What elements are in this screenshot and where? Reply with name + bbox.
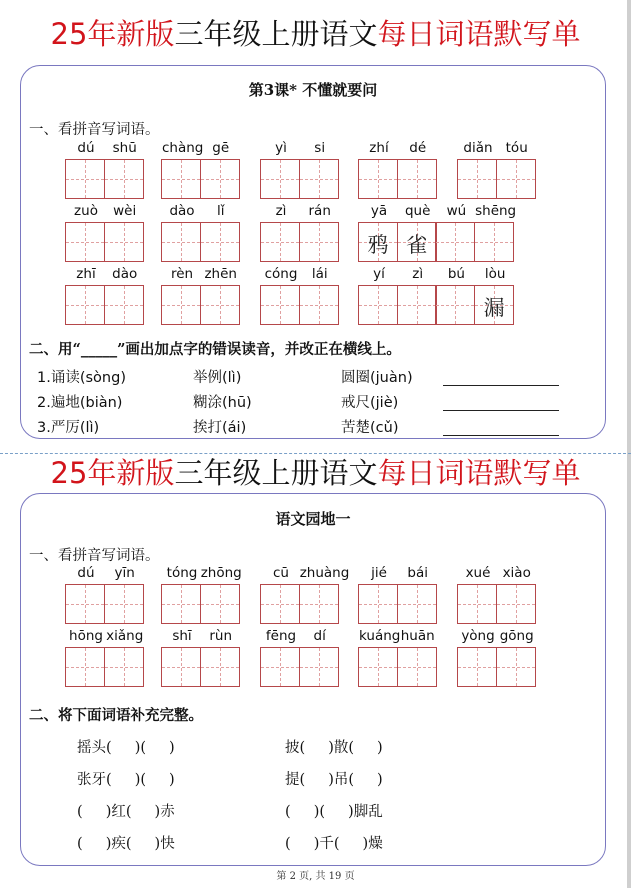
item-pinyin: (lì) <box>222 370 242 386</box>
pinyin-label: xiào <box>502 565 531 581</box>
writing-cell[interactable] <box>397 565 437 624</box>
page-divider <box>0 453 631 454</box>
word-box-group <box>65 565 144 624</box>
pinyin-label: bú <box>447 266 465 282</box>
page-footer: 第 2 页, 共 19 页 <box>276 871 355 882</box>
writing-cell[interactable] <box>161 140 204 199</box>
section-title-pinyin: 一、看拼音写词语。 <box>29 548 160 564</box>
pinyin-label: zhuàng <box>299 565 350 581</box>
word-box-group <box>161 266 240 325</box>
item-pinyin: (sòng) <box>79 370 126 386</box>
pinyin-label: jié <box>371 565 387 581</box>
writing-cell[interactable] <box>161 628 201 687</box>
word-box-group <box>260 628 339 687</box>
writing-cell[interactable] <box>65 628 105 687</box>
writing-cell[interactable] <box>104 628 144 687</box>
pinyin-label: rùn <box>209 628 233 644</box>
word-box-group <box>358 628 437 687</box>
pinyin-label: dí <box>313 628 326 644</box>
pronunciation-item <box>341 416 398 437</box>
banner-title-text: 每日词语默写单 <box>377 17 581 51</box>
writing-cell[interactable] <box>65 565 105 624</box>
writing-cell[interactable] <box>397 203 437 262</box>
item-pinyin: (lì) <box>79 420 100 436</box>
writing-cell[interactable] <box>435 203 475 262</box>
answer-line[interactable] <box>443 385 559 386</box>
section-title-fill: 二、将下面词语补充完整。 <box>29 707 203 724</box>
pinyin-label: dé <box>409 140 427 156</box>
word-box-group <box>457 565 536 624</box>
writing-cell[interactable] <box>397 266 437 325</box>
word-box-group <box>260 565 350 624</box>
item-word: 圆圈 <box>341 370 370 386</box>
pinyin-label: zhī <box>76 266 96 282</box>
pinyin-label: rán <box>308 203 331 219</box>
pinyin-label: dú <box>77 140 95 156</box>
writing-cell[interactable] <box>260 203 300 262</box>
writing-cell[interactable] <box>397 628 437 687</box>
pinyin-label: dào <box>169 203 195 219</box>
page-edge-strip <box>627 0 631 888</box>
writing-cell[interactable] <box>65 203 105 262</box>
word-box-group <box>358 203 517 262</box>
pronunciation-item <box>37 416 99 437</box>
word-box-group <box>358 565 437 624</box>
item-pinyin: (jiè) <box>370 395 399 411</box>
writing-cell[interactable] <box>358 628 401 687</box>
item-word: 糊涂 <box>193 395 222 411</box>
prefilled-character: 漏 <box>483 296 505 320</box>
pinyin-label: chàng <box>162 140 204 156</box>
banner-year-text: 25年新版 <box>50 456 175 490</box>
item-word: 挨打 <box>193 420 222 436</box>
writing-cell[interactable] <box>104 565 144 624</box>
pinyin-label: shū <box>112 140 137 156</box>
pinyin-label: bái <box>407 565 428 581</box>
prefilled-character: 鸦 <box>367 233 389 257</box>
item-word: 严厉 <box>50 420 80 436</box>
pinyin-label: zuò <box>74 203 98 219</box>
word-box-group <box>260 266 339 325</box>
pinyin-label: lǐ <box>216 203 225 219</box>
fill-in-phrase[interactable]: ( )( )脚乱 <box>285 804 383 820</box>
pinyin-label: dào <box>112 266 138 282</box>
writing-cell[interactable] <box>161 266 201 325</box>
word-box-group <box>457 628 536 687</box>
pinyin-label: cóng <box>264 266 298 282</box>
pinyin-label: zhí <box>369 140 389 156</box>
pinyin-label: tóu <box>505 140 528 156</box>
item-number: 2. <box>37 395 51 411</box>
word-box-group <box>65 266 144 325</box>
writing-cell[interactable] <box>104 266 144 325</box>
pronunciation-item <box>193 366 241 387</box>
pinyin-label: yí <box>373 266 385 282</box>
pinyin-label: yā <box>370 203 388 219</box>
writing-cell[interactable] <box>457 565 497 624</box>
fill-in-phrase[interactable]: 摇头( )( ) <box>77 740 175 756</box>
pinyin-label: lòu <box>484 266 506 282</box>
writing-cell[interactable] <box>496 628 536 687</box>
item-pinyin: (cǔ) <box>370 420 399 436</box>
item-pinyin: (juàn) <box>370 370 413 386</box>
writing-cell[interactable] <box>358 266 398 325</box>
writing-cell[interactable] <box>104 140 144 199</box>
worksheet-card-lesson3 <box>20 65 606 439</box>
pinyin-label: yīn <box>114 565 135 581</box>
item-number: 3. <box>37 420 51 436</box>
writing-cell[interactable] <box>299 140 339 199</box>
pinyin-label: dú <box>77 565 95 581</box>
writing-cell[interactable] <box>457 628 497 687</box>
word-box-group <box>65 140 144 199</box>
lesson-title: 第3课* 不懂就要问 <box>248 81 378 99</box>
pinyin-label: si <box>314 140 326 156</box>
word-box-group <box>260 140 339 199</box>
prefilled-character: 雀 <box>406 233 428 257</box>
pronunciation-item <box>37 391 122 412</box>
writing-cell[interactable] <box>65 266 105 325</box>
word-box-group <box>161 140 240 199</box>
worksheet-banner <box>0 455 631 491</box>
pinyin-label: huān <box>400 628 435 644</box>
item-number: 1. <box>37 370 51 386</box>
pinyin-label: shēng <box>475 203 517 219</box>
writing-cell[interactable] <box>260 266 300 325</box>
word-box-group <box>457 140 536 199</box>
pinyin-label: diǎn <box>463 140 493 156</box>
pinyin-label: zhēn <box>204 266 237 282</box>
answer-line[interactable] <box>443 435 559 436</box>
pronunciation-item <box>341 366 413 387</box>
word-box-group <box>260 203 339 262</box>
pinyin-label: fēng <box>265 628 297 644</box>
word-box-group <box>161 628 240 687</box>
fill-in-phrase[interactable]: 张牙( )( ) <box>77 772 175 788</box>
fill-in-phrase[interactable]: ( )千( )燥 <box>285 836 383 852</box>
pinyin-label: zì <box>275 203 287 219</box>
fill-in-phrase[interactable]: ( )红( )赤 <box>77 804 175 820</box>
word-box-group <box>65 203 144 262</box>
pinyin-label: wèi <box>113 203 137 219</box>
writing-cell[interactable] <box>435 266 475 325</box>
writing-cell[interactable] <box>474 266 514 325</box>
writing-cell[interactable] <box>260 140 300 199</box>
fill-in-phrase[interactable]: ( )疾( )快 <box>77 836 175 852</box>
item-word: 遍地 <box>50 395 80 411</box>
word-box-group <box>358 266 514 325</box>
writing-cell[interactable] <box>161 565 201 624</box>
banner-grade-text: 三年级上册语文 <box>174 17 378 51</box>
writing-cell[interactable] <box>496 140 536 199</box>
banner-year-text: 25年新版 <box>50 17 175 51</box>
writing-cell[interactable] <box>200 628 240 687</box>
banner-grade-text: 三年级上册语文 <box>174 456 378 490</box>
writing-cell[interactable] <box>200 565 242 624</box>
banner-title-text: 每日词语默写单 <box>377 456 581 490</box>
word-box-group <box>65 628 144 687</box>
writing-cell[interactable] <box>200 140 240 199</box>
writing-cell[interactable] <box>260 628 300 687</box>
writing-cell[interactable] <box>299 565 350 624</box>
writing-cell[interactable] <box>457 140 497 199</box>
pronunciation-item <box>193 416 246 437</box>
pinyin-label: xiǎng <box>106 628 144 644</box>
pinyin-label: zì <box>412 266 424 282</box>
writing-cell[interactable] <box>496 565 536 624</box>
word-box-group <box>358 140 437 199</box>
pinyin-label: lái <box>311 266 328 282</box>
pinyin-label: yòng <box>461 628 495 644</box>
writing-cell[interactable] <box>200 266 240 325</box>
section-title-pinyin: 一、看拼音写词语。 <box>29 122 160 138</box>
pinyin-label: rèn <box>170 266 194 282</box>
item-word: 诵读 <box>50 370 80 386</box>
fill-in-phrase[interactable]: 提( )吊( ) <box>285 772 383 788</box>
pinyin-label: cū <box>273 565 289 581</box>
writing-cell[interactable] <box>260 565 300 624</box>
item-pinyin: (biàn) <box>79 395 123 411</box>
writing-cell[interactable] <box>161 203 201 262</box>
pronunciation-item <box>341 391 398 412</box>
pinyin-label: hōng <box>69 628 103 644</box>
writing-cell[interactable] <box>200 203 240 262</box>
writing-cell[interactable] <box>104 203 144 262</box>
pinyin-label: wú <box>446 203 467 219</box>
pinyin-label: què <box>404 203 431 219</box>
pronunciation-item <box>37 366 126 387</box>
answer-line[interactable] <box>443 410 559 411</box>
pinyin-label: kuáng <box>359 628 401 644</box>
writing-cell[interactable] <box>358 140 398 199</box>
lesson-title: 语文园地一 <box>275 510 351 528</box>
section-title-pronunciation: 二、用“_____”画出加点字的错误读音，并改正在横线上。 <box>29 341 401 358</box>
writing-cell[interactable] <box>299 628 339 687</box>
pinyin-label: xué <box>465 565 491 581</box>
pinyin-label: gē <box>212 140 230 156</box>
pinyin-label: tóng <box>166 565 198 581</box>
item-word: 苦楚 <box>341 420 370 436</box>
item-pinyin: (hū) <box>222 395 252 411</box>
pinyin-label: zhōng <box>200 565 242 581</box>
worksheet-card-garden1 <box>20 493 606 866</box>
fill-in-phrase[interactable]: 披( )散( ) <box>285 740 383 756</box>
pinyin-label: shī <box>172 628 192 644</box>
writing-cell[interactable] <box>358 565 398 624</box>
pronunciation-item <box>193 391 252 412</box>
pinyin-label: gōng <box>499 628 534 644</box>
writing-cell[interactable] <box>358 203 398 262</box>
writing-cell[interactable] <box>474 203 517 262</box>
writing-cell[interactable] <box>299 203 339 262</box>
writing-cell[interactable] <box>397 140 437 199</box>
word-box-group <box>161 203 240 262</box>
pinyin-label: yì <box>275 140 287 156</box>
item-pinyin: (ái) <box>222 420 247 436</box>
item-word: 戒尺 <box>341 395 370 411</box>
writing-cell[interactable] <box>299 266 339 325</box>
word-box-group <box>161 565 242 624</box>
writing-cell[interactable] <box>65 140 105 199</box>
worksheet-banner <box>0 16 631 52</box>
item-word: 举例 <box>193 370 222 386</box>
